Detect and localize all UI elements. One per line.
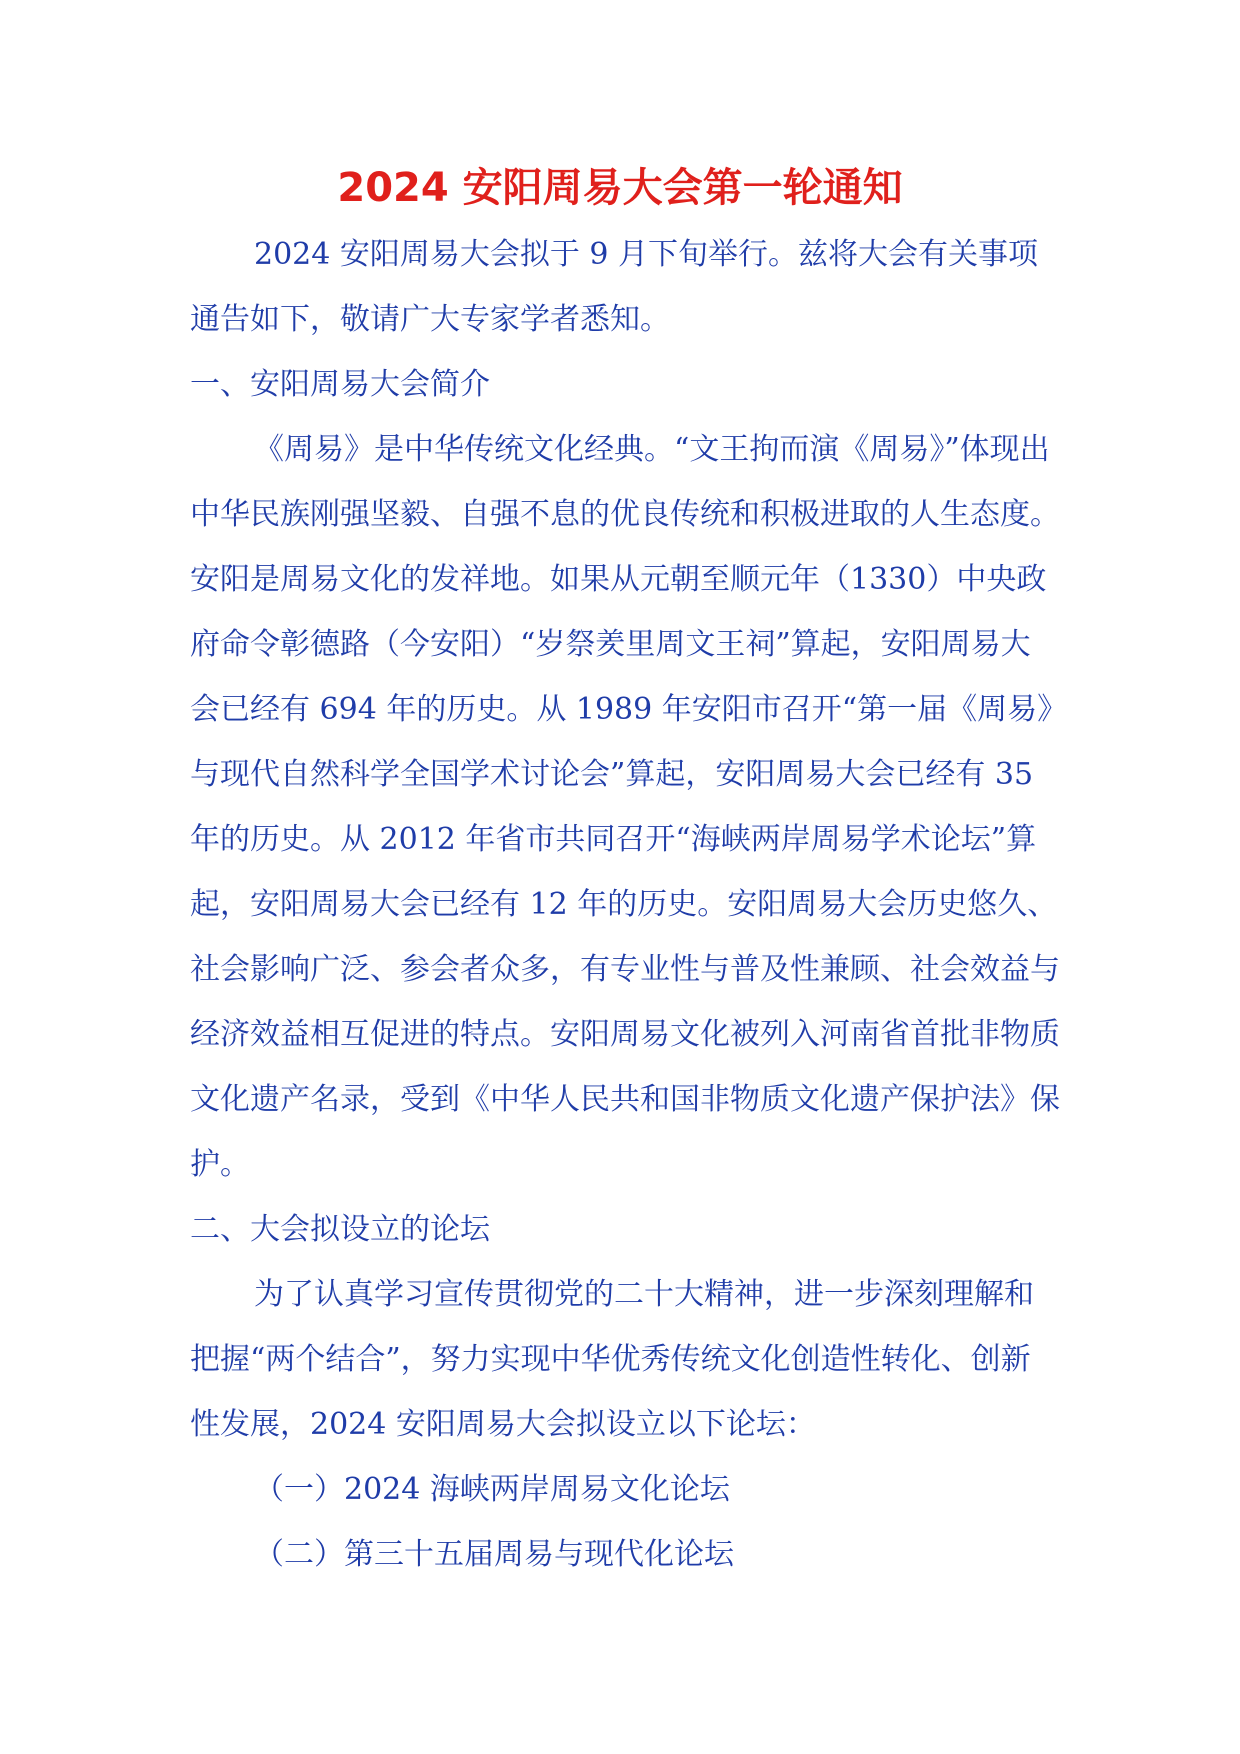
section-heading-forums: 二、大会拟设立的论坛 bbox=[190, 1212, 490, 1247]
section-paragraph-forums: 为了认真学习宣传贯彻党的二十大精神，进一步深刻理解和把握“两个结合”，努力实现中华优秀传统文化创造性转化、创新性发展，2024 安阳周易大会拟设立以下论坛： bbox=[190, 1277, 1034, 1442]
forum-item: （一）2024 海峡两岸周易文化论坛 bbox=[254, 1472, 730, 1507]
forum-item: （二）第三十五届周易与现代化论坛 bbox=[254, 1537, 734, 1572]
document-body bbox=[190, 222, 1060, 1587]
document-title: 2024 安阳周易大会第一轮通知 bbox=[337, 165, 903, 211]
intro-paragraph: 2024 安阳周易大会拟于 9 月下旬举行。兹将大会有关事项通告如下，敬请广大专家学者悉知。 bbox=[190, 237, 1039, 337]
section-heading-intro: 一、安阳周易大会简介 bbox=[190, 367, 490, 402]
section-paragraph-intro: 《周易》是中华传统文化经典。“文王拘而演《周易》”体现出中华民族刚强坚毅、自强不息的优良传统和积极进取的人生态度。安阳是周易文化的发祥地。如果从元朝至顺元年（1330）中央政府命令彰德路（今安阳）“岁祭羑里周文王祠”算起，安阳周易大会已经有 694 年的历史。从 1989 年安阳市召开“第一届《周易》与现代自然科学全国学术讨论会”算起，安阳周易大会已经有 35 年的历史。从 2012 年省市共同召开“海峡两岸周易学术论坛”算起，安阳周易大会已经有 12 年的历史。安阳周易大会历史悠久、社会影响广泛、参会者众多，有专业性与普及性兼顾、社会效益与经济效益相互促进的特点。安阳周易文化被列入河南省首批非物质文化遗产名录，受到《中华人民共和国非物质文化遗产保护法》保护。 bbox=[190, 432, 1060, 1182]
